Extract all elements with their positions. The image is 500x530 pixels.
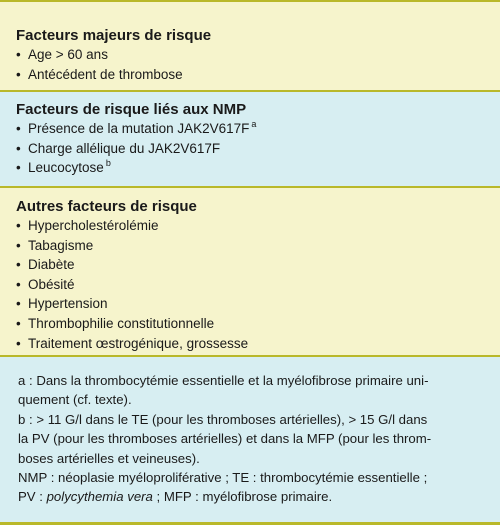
footnote-b: b : > 11 G/l dans le TE (pour les thromboses artérielles), > 15 G/l dans xyxy=(18,411,428,427)
footnote-marker: b xyxy=(105,158,111,169)
list-item: • Obésité xyxy=(16,276,75,292)
list-item: • Diabète xyxy=(16,257,75,273)
list-item: • Antécédent de thrombose xyxy=(16,66,183,82)
list-item: • Charge allélique du JAK2V617F xyxy=(16,140,221,156)
footnotes xyxy=(0,357,500,522)
section-title: Facteurs majeurs de risque xyxy=(16,27,212,44)
abbreviations: NMP : néoplasie myéloproliférative ; TE : thrombocytémie essentielle ; xyxy=(18,470,428,486)
list-item: • Présence de la mutation JAK2V617F $^a$ xyxy=(16,119,257,136)
section-title: Autres facteurs de risque xyxy=(16,198,197,215)
list-item: • Hypercholestérolémie xyxy=(16,218,159,233)
footnote-a-cont: quement (cf. texte). xyxy=(18,392,132,408)
list-item: • Age > 60 ans xyxy=(16,47,108,62)
list-item: • Thrombophilie constitutionnelle xyxy=(16,315,215,331)
list-item: • Tabagisme xyxy=(16,237,94,253)
section-other-risk xyxy=(0,188,500,355)
bottom-rule xyxy=(0,522,500,525)
footnote-marker: a xyxy=(251,119,257,129)
section-nmp-risk xyxy=(0,92,500,186)
list-item: • Hypertension xyxy=(16,296,108,312)
abbreviations-cont: PV : polycythemia vera ; MFP : myélofibrose primaire. xyxy=(18,489,333,505)
footnote-b-cont: boses artérielles et veineuses). xyxy=(18,450,200,466)
footnote-b-cont: la PV (pour les thromboses artérielles) et dans la MFP (pour les throm- xyxy=(18,431,432,447)
section-major-risk xyxy=(0,2,500,90)
list-item: • Leucocytose $^b$ xyxy=(16,158,111,176)
footnote-a: a : Dans la thrombocytémie essentielle et la myélofibrose primaire uni- xyxy=(18,373,429,388)
list-item: • Traitement œstrogénique, grossesse xyxy=(16,335,249,351)
section-title: Facteurs de risque liés aux NMP xyxy=(16,101,247,118)
